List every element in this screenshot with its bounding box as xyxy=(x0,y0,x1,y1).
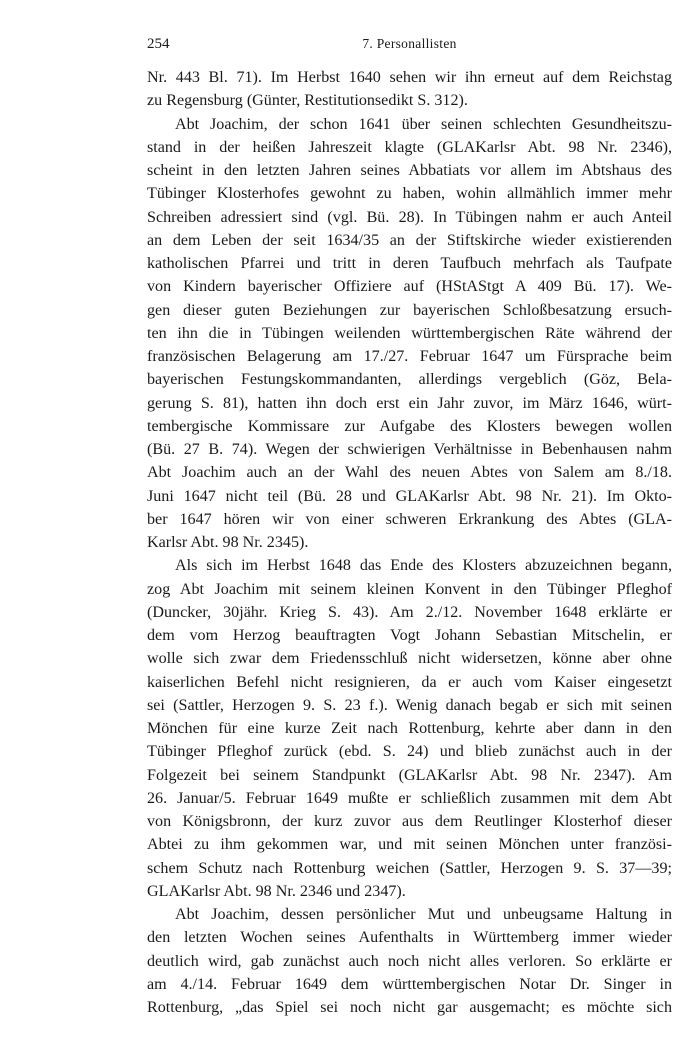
running-head: 7. Personallisten xyxy=(362,36,457,51)
text-line: zog Abt Joachim mit seinem kleinen Konvent in den Tübinger Pfleghof xyxy=(147,580,672,598)
text-line: an dem Leben der seit 1634/35 an der Stiftskirche wieder existierenden xyxy=(147,231,672,249)
text-line: gen dieser guten Beziehungen zur bayerischen Schloßbesatzung ersuch- xyxy=(147,301,672,319)
text-line: den letzten Wochen seines Aufenthalts in Württemberg immer wieder xyxy=(147,929,672,947)
text-line: (Bü. 27 B. 74). Wegen der schwierigen Verhältnisse in Bebenhausen nahm xyxy=(147,441,672,458)
text-line: Nr. 443 Bl. 71). Im Herbst 1640 sehen wir ihn erneut auf dem Reichstag xyxy=(147,69,672,86)
text-line: zu Regensburg (Günter, Restitutionsedikt S. 312). xyxy=(147,92,468,110)
text-line: Karlsr Abt. 98 Nr. 2345). xyxy=(147,534,309,551)
text-line: Mönchen für eine kurze Zeit nach Rottenburg, kehrte aber dann in den xyxy=(147,720,672,737)
text-line: Schreiben adressiert sind (vgl. Bü. 28). In Tübingen nahm er auch Anteil xyxy=(147,208,672,226)
text-line: Juni 1647 nicht teil (Bü. 28 und GLAKarlsr Abt. 98 Nr. 21). Im Okto- xyxy=(147,487,672,505)
text-line: (Duncker, 30jähr. Krieg S. 43). Am 2./12. November 1648 erklärte er xyxy=(147,603,672,621)
text-line: von Kindern bayerischer Offiziere auf (HStAStgt A 409 Bü. 17). We- xyxy=(147,278,672,296)
text-line: stand in der heißen Jahreszeit klagte (GLAKarlsr Abt. 98 Nr. 2346), xyxy=(147,138,672,156)
text-line: dem vom Herzog beauftragten Vogt Johann Sebastian Mitschelin, er xyxy=(147,627,672,644)
text-line: katholischen Pfarrei und tritt in deren Taufbuch mehrfach als Taufpate xyxy=(147,255,672,272)
text-line: ten ihn die in Tübingen weilenden württembergischen Räte während der xyxy=(147,324,672,342)
text-line: bayerischen Festungskommandanten, allerdings vergeblich (Göz, Bela- xyxy=(147,371,672,389)
text-line: französischen Belagerung am 17./27. Februar 1647 um Fürsprache beim xyxy=(147,348,672,365)
text-line: ber 1647 hören wir von einer schweren Erkrankung des Abtes (GLA- xyxy=(147,510,672,528)
text-line: am 4./14. Februar 1649 dem württembergischen Notar Dr. Singer in xyxy=(147,975,672,993)
text-line: scheint in den letzten Jahren seines Abbatiats vor allem im Abtshaus des xyxy=(147,162,672,179)
text-line: Tübinger Pfleghof zurück (ebd. S. 24) und blieb zunächst auch in der xyxy=(147,743,672,761)
text-line: wolle sich zwar dem Friedensschluß nicht widersetzen, könne aber ohne xyxy=(147,650,672,668)
text-line: kaiserlichen Befehl nicht resignieren, da er auch vom Kaiser eingesetzt xyxy=(147,673,672,691)
text-line: 26. Januar/5. Februar 1649 mußte er schließlich zusammen mit dem Abt xyxy=(147,789,672,807)
text-line: schem Schutz nach Rottenburg weichen (Sattler, Herzogen 9. S. 37—39; xyxy=(147,859,672,877)
page-header xyxy=(147,36,672,60)
text-line: sei (Sattler, Herzogen 9. S. 23 f.). Wenig danach begab er sich mit seinen xyxy=(147,696,672,714)
text-line: Abt Joachim, der schon 1641 über seinen schlechten Gesundheitszu- xyxy=(175,115,672,133)
text-line: Als sich im Herbst 1648 das Ende des Klosters abzuzeichnen begann, xyxy=(175,557,672,575)
text-line: Rottenburg, „das Spiel sei noch nicht gar ausgemacht; es möchte sich xyxy=(147,999,672,1016)
text-line: Folgezeit bei seinem Standpunkt (GLAKarlsr Abt. 98 Nr. 2347). Am xyxy=(147,766,672,784)
body-text xyxy=(147,66,672,1019)
text-line: Tübinger Klosterhofes gewohnt zu haben, wohin allmählich immer mehr xyxy=(147,185,672,203)
text-line: GLAKarlsr Abt. 98 Nr. 2346 und 2347). xyxy=(147,882,406,900)
text-line: tembergische Kommissare zur Aufgabe des Klosters bewegen wollen xyxy=(147,417,672,435)
text-line: deutlich wird, gab zunächst auch noch nicht alles verloren. So erklärte er xyxy=(147,952,672,970)
text-line: Abtei zu ihm gekommen war, und mit seinen Mönchen unter französi- xyxy=(147,836,672,854)
page-number: 254 xyxy=(147,36,170,52)
text-line: Abt Joachim, dessen persönlicher Mut und unbeugsame Haltung in xyxy=(175,906,672,923)
text-line: Abt Joachim auch an der Wahl des neuen Abtes von Salem am 8./18. xyxy=(147,464,672,482)
text-line: von Königsbronn, der kurz zuvor aus dem Reutlinger Klosterhof dieser xyxy=(147,813,672,830)
text-line: gerung S. 81), hatten ihn doch erst ein Jahr zuvor, im März 1646, würt- xyxy=(147,394,672,412)
